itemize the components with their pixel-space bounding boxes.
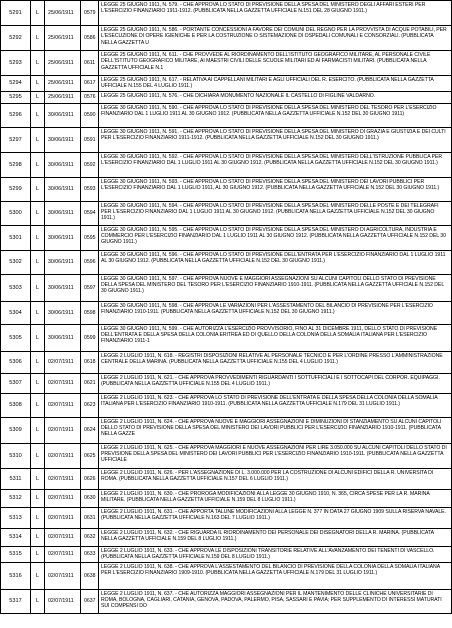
act-date: 30/06/1911 xyxy=(45,177,81,201)
act-number: 0599 xyxy=(81,324,99,351)
act-number: 0618 xyxy=(81,351,99,373)
table-row xyxy=(1,562,452,589)
act-type: L xyxy=(31,562,45,589)
act-description: LEGGE 30 GIUGNO 1911, N. 590. - CHE APPROVA LO STATO DI PREVISIONE DELLA SPESA DEL MINISTERO DEL TESORO PER L'ESERCIZIO FINANZIARIO DAL 1 LUGLIO 1911 AL 30 GIUGNO 1912. (PUBBLICATA NELLA GAZZETTA UFFICIALE N.152 DEL 30 GIUGNO 1911) xyxy=(99,103,452,127)
act-date: 30/06/1911 xyxy=(45,301,81,324)
act-description: LEGGE 30 GIUGNO 1911, N. 591. - CHE APPROVA LO STATO DI PREVISIONE DELLA SPESA DEL MINISTERO DI GRAZIA E GIUSTIZIA E DEI CULTI PER L'ESERCIZIO FINANZIARIO 1911-1912. (PUBBLICATA NELLA GAZZETTA UFFICIALE N.152 DEL 30 GIUGNO 1911.) xyxy=(99,127,452,152)
act-number: 0632 xyxy=(81,528,99,546)
act-description: LEGGE 2 LUGLIO 1911, N. 631. - CHE APPORTA TALUNE MODIFICAZIONI ALLA LEGGE N. 377 IN DATA 27 GIUGNO 1909 SULLA RISERVA NAVALE. (PUBBLICATA NELLA GAZZETTA UFFICIALE N.163 DEL 7 LUGLIO 1911.) xyxy=(99,507,452,528)
act-date: 02/07/1911 xyxy=(45,373,81,393)
record-number: 5299 xyxy=(1,177,31,201)
table-row xyxy=(1,201,452,225)
act-date: 30/06/1911 xyxy=(45,127,81,152)
table-row xyxy=(1,324,452,351)
act-description: LEGGE 2 LUGLIO 1911, N. 638. - CHE APPROVA L'ASSESTAMENTO DEL BILANCIO DI PREVISIONE DELLA COLONIA DELLA SOMALIA ITALIANA PER L'ESERCIZIO FINANZIARIO 1909-1910. (PUBBLICATA NELLA GAZZETTA UFFICIALE N.179 DEL 31 LUGLIO 1911.) xyxy=(99,562,452,589)
act-type: L xyxy=(31,528,45,546)
act-number: 0590 xyxy=(81,103,99,127)
act-date: 25/06/1911 xyxy=(45,76,81,92)
act-type: L xyxy=(31,76,45,92)
act-type: L xyxy=(31,417,45,443)
act-date: 02/07/1911 xyxy=(45,417,81,443)
act-type: L xyxy=(31,443,45,468)
table-row xyxy=(1,51,452,76)
act-description: LEGGE 30 GIUGNO 1911, N. 594. - CHE APPROVA LO STATO DI PREVISIONE DELLA SPESA DEL MINISTERO DELLE POSTE E DEI TELEGRAFI PER L'ESERCIZIO FINANZIARIO DAL 1 LUGLIO 1911 AL 30 GIUGNO 1912. (PUBBLICATA NELLA GAZZETTA UFFICIALE N.152 DEL 30 GIUGNO 1911.) xyxy=(99,201,452,225)
act-type: L xyxy=(31,589,45,613)
table-row xyxy=(1,393,452,417)
act-type: L xyxy=(31,489,45,507)
act-description: LEGGE 25 GIUGNO 1911, N. 611. - CHE PROVVEDE AL RIORDINAMENTO DELL'ISTITUTO GEOGRAFICO MILITARE, AL PERSONALE CIVILE DELL'ISTITUTO GEOGRAFICO MILITARE, AI MAESTRI CIVILI DELLE SCUOLE MILITARI ED AI FARMACISTI MILITARI. (PUBBLICATA NELLA GAZZETTA UFFICIALE N.1 xyxy=(99,51,452,76)
record-number: 5306 xyxy=(1,351,31,373)
table-row xyxy=(1,507,452,528)
table-row xyxy=(1,103,452,127)
record-number: 5302 xyxy=(1,250,31,274)
act-type: L xyxy=(31,225,45,250)
table-row xyxy=(1,443,452,468)
act-date: 30/06/1911 xyxy=(45,201,81,225)
act-type: L xyxy=(31,373,45,393)
record-number: 5303 xyxy=(1,274,31,301)
act-description: LEGGE 2 LUGLIO 1911, N. 624. - CHE APPROVA NUOVE E MAGGIORI ASSEGNAZIONI E DIMINUZIONI DI STANZIAMENTO SU ALCUNI CAPITOLI DELLO STATO DI PREVISIONE DELLA SPESA DEL MINISTERO DEI LAVORI PUBBLICI PER L'ESERCIZIO FINANZIARIO 1910-1911. (PUBBLICATA NELLA GAZZE xyxy=(99,417,452,443)
act-description: LEGGE 2 LUGLIO 1911, N. 621. - CHE APPROVA PROVVEDIMENTI RIGUARDANTI I SOTTUFFICIALI E I SOTTOCAPI DEL CORPOR. EQUIPAGGI. (PUBBLICATA NELLA GAZZETTA UFFICIALE N.155 DEL 4 LUGLIO 1911.) xyxy=(99,373,452,393)
act-description: LEGGE 2 LUGLIO 1911, N. 637. - CHE AUTORIZZA MAGGIORI ASSEGNAZIONI PER IL MANTENIMENTO DELLE CLINICHE UNIVERSITARIE DI ROMA, BOLOGNA, CAGLIARI, CATANIA, GENOVA, PADOVA, PALERMO, PISA, SASSARI E PAVIA; PER SUPPLEMENTO DI INTERESSI MATURATI SUI COMPENSI DO xyxy=(99,589,452,613)
act-date: 25/06/1911 xyxy=(45,51,81,76)
act-number: 0592 xyxy=(81,152,99,177)
act-description: LEGGE 30 GIUGNO 1911, N. 593. - CHE APPROVA LO STATO DI PREVISIONE DELLA SPESA DEL MINISTERO DEI LAVORI PUBBLICI PER L'ESERCIZIO FINANZIARIO DAL 1 LUGLIO 1911, AL 30 GIUGNO 1912. (PUBBLICATA NELLA GAZZETTA UFFICIALE N.152 DEL 30 GIUGNO 1911.) xyxy=(99,177,452,201)
table-row xyxy=(1,152,452,177)
act-description: LEGGE 25 GIUGNO 1911, N. 579. - CHE APPROVA LO STATO DI PREVISIONE DELLA SPESA DEL MINISTERO DEGLI AFFARI ESTERI PER L'ESERCIZIO FINANZIARIO 1911-1912. (PUBBLICATA NELLA GAZZETTA UFFICIALE N.151 DEL 28 GIUGNO 1911.) xyxy=(99,1,452,26)
table-row xyxy=(1,91,452,103)
records-table-body xyxy=(1,1,452,614)
act-date: 30/06/1911 xyxy=(45,152,81,177)
act-date: 30/06/1911 xyxy=(45,324,81,351)
act-number: 0625 xyxy=(81,443,99,468)
table-row xyxy=(1,417,452,443)
act-description: LEGGE 2 LUGLIO 1911, N. 632. - CHE RIGUARDA IL RIORDINAMENTO DEI PERSONALE DEI DISEGNATORI DELLA R. MARINA. (PUBBLICATA NELLA GAZZETTA UFFICIALE N.159 DEL 8 LUGLIO 1911.) xyxy=(99,528,452,546)
act-date: 30/06/1911 xyxy=(45,250,81,274)
act-date: 02/07/1911 xyxy=(45,507,81,528)
act-description: LEGGE 30 GIUGNO 1911, N. 599. - CHE AUTORIZZA L'ESERCIZIO PROVVISORIO, FINO AL 31 DICEMBRE 1911, DELLO STATO DI PREVISIONE DELL'ENTRATA E DELLA SPESA DELLA COLONIA ERITREA ED DI QUELLO DELLA COLONIA DELLA SOMALIA ITALIANA PER L'ESERCIZIO FINANZIARIO 1911-1 xyxy=(99,324,452,351)
act-number: 0621 xyxy=(81,373,99,393)
table-row xyxy=(1,1,452,26)
record-number: 5312 xyxy=(1,489,31,507)
act-description: LEGGE 30 GIUGNO 1911, N. 592. - CHE APPROVA LO STATO DI PREVISIONE DELLA SPESA DEL MINISTERO DELL'ISTRUZIONE PUBBLICA PER L'ESERCIZIO FINANZIARIO DAL 1 LUGLIO 1911 AL 30 GIUGNO 1912. (PUBBLICATA NELLA GAZZETTA UFFICIALE N.152 DEL 30 GIUGNO 1911.) xyxy=(99,152,452,177)
table-row xyxy=(1,546,452,562)
act-type: L xyxy=(31,393,45,417)
table-row xyxy=(1,528,452,546)
act-date: 02/07/1911 xyxy=(45,468,81,489)
record-number: 5292 xyxy=(1,26,31,51)
record-number: 5307 xyxy=(1,373,31,393)
act-date: 25/06/1911 xyxy=(45,91,81,103)
act-type: L xyxy=(31,1,45,26)
act-date: 02/07/1911 xyxy=(45,393,81,417)
act-type: L xyxy=(31,274,45,301)
act-date: 02/07/1911 xyxy=(45,443,81,468)
act-type: L xyxy=(31,351,45,373)
act-type: L xyxy=(31,91,45,103)
act-number: 0617 xyxy=(81,76,99,92)
act-description: LEGGE 30 GIUGNO 1911, N. 595. - CHE APPROVA LO STATO DI PREVISIONE DELLA SPESA DEL MINISTERO DI AGRICOLTURA, INDUSTRIA E COMMERCIO PER L'ESERCIZIO FINANZIARIO DAL 1 LUGLIO 1911 AL 30 GIUGNO 1912. (PUBBLICATA NELLA GAZZETTA UFFICIALE N.152 DEL 30 GIUGNO 1911.) xyxy=(99,225,452,250)
act-type: L xyxy=(31,324,45,351)
act-number: 0598 xyxy=(81,301,99,324)
act-type: L xyxy=(31,26,45,51)
act-date: 02/07/1911 xyxy=(45,589,81,613)
act-date: 30/06/1911 xyxy=(45,274,81,301)
table-row xyxy=(1,225,452,250)
act-description: LEGGE 25 GIUGNO 1911, N. 576. - CHE DICHIARA MONUMENTO NAZIONALE IL CASTELLO DI FIGLINE VALDARNO. xyxy=(99,91,452,103)
record-number: 5316 xyxy=(1,562,31,589)
record-number: 5291 xyxy=(1,1,31,26)
table-row xyxy=(1,26,452,51)
record-number: 5310 xyxy=(1,443,31,468)
table-row xyxy=(1,589,452,613)
table-row xyxy=(1,274,452,301)
act-date: 02/07/1911 xyxy=(45,528,81,546)
act-description: LEGGE 25 GIUGNO 1911, N. 617. - RELATIVA AI CAPPELLANI MILITARI E AGLI UFFICIALI DEL R. ESERCITO. (PUBBLICATA NELLA GAZZETTA UFFICIALE N.155 DEL 4 LUGLIO 1911.) xyxy=(99,76,452,92)
act-number: 0623 xyxy=(81,393,99,417)
act-type: L xyxy=(31,301,45,324)
act-description: LEGGE 30 GIUGNO 1911, N. 596. - CHE APPROVA LO STATO DI PREVISIONE DELL'ENTRATA PER L'ESERCIZIO FINANZIARIO DAL 1 LUGLIO 1911 AL 30 GIUGNO 1912. (PUBBLICATA NELLA GAZZETTA UFFICIALE N.152 DEL 30 GIUGNO 1911.) xyxy=(99,250,452,274)
act-date: 02/07/1911 xyxy=(45,562,81,589)
table-row xyxy=(1,301,452,324)
act-description: LEGGE 2 LUGLIO 1911, N. 623. - CHE APPROVA LO STATO DI PREVISIONE DELL'ENTRATA E DELLA SPESA DELLA COLONIA DELLA SOMALIA ITALIANA PER L'ESERCIZIO FINANZIARIO 1910-1911. (PUBBLICATA NELLA GAZZETTA UFFICIALE N.179 DEL 31 LUGLIO 1911.) xyxy=(99,393,452,417)
act-number: 0638 xyxy=(81,562,99,589)
record-number: 5315 xyxy=(1,546,31,562)
act-number: 0630 xyxy=(81,489,99,507)
record-number: 5314 xyxy=(1,528,31,546)
table-row xyxy=(1,177,452,201)
act-type: L xyxy=(31,468,45,489)
table-row xyxy=(1,76,452,92)
record-number: 5301 xyxy=(1,225,31,250)
record-number: 5317 xyxy=(1,589,31,613)
act-number: 0631 xyxy=(81,507,99,528)
table-row xyxy=(1,127,452,152)
act-number: 0591 xyxy=(81,127,99,152)
record-number: 5297 xyxy=(1,127,31,152)
act-number: 0633 xyxy=(81,546,99,562)
act-date: 30/06/1911 xyxy=(45,103,81,127)
act-description: LEGGE 2 LUGLIO 1911, N. 633. - CHE APPROVA LE DISPOSIZIONI TRANSITORIE RELATIVE ALL'AVANZAMENTO DEI TENENTI DI VASCELLO. (PUBBLICATA NELLA GAZZETTA UFFICIALE N.159 DEL 8 LUGLIO 1911.) xyxy=(99,546,452,562)
act-number: 0637 xyxy=(81,589,99,613)
act-number: 0624 xyxy=(81,417,99,443)
act-type: L xyxy=(31,507,45,528)
act-description: LEGGE 2 LUGLIO 1911, N. 626. - PER L'ASSEGNAZIONE DI L. 3.000.000 PER LA COSTRUZIONE DI ALCUNI EDIFICI DELLA R. UNIVERSITA DI ROMA. (PUBBLICATA NELLA GAZZETTA UFFICIALE N.157 DEL 6 LUGLIO 1911.) xyxy=(99,468,452,489)
act-date: 02/07/1911 xyxy=(45,546,81,562)
act-number: 0586 xyxy=(81,26,99,51)
act-type: L xyxy=(31,201,45,225)
act-description: LEGGE 2 LUGLIO 1911, N. 625. - CHE APPROVA MAGGIORI E NUOVE ASSEGNAZIONI PER LIRE 3.050.000 SU ALCUNI CAPITOLI DELLO STATO DI PREVISIONE DELLA SPESA DEL MINISTERO DEI LAVORI PUBBLICI PER L'ESERCIZIO FINANZIARIO 1910-1911. (PUBBLICATA NELLA GAZZETTA UFFICIALE xyxy=(99,443,452,468)
record-number: 5304 xyxy=(1,301,31,324)
record-number: 5298 xyxy=(1,152,31,177)
act-type: L xyxy=(31,546,45,562)
act-date: 30/06/1911 xyxy=(45,225,81,250)
act-number: 0596 xyxy=(81,250,99,274)
act-description: LEGGE 25 GIUGNO 1911, N. 586. - PORTANTE CONCESSIONI A FAVORE DEI COMUNI DEL REGNO PER LA PROVVISTA DI ACQUE POTABILI, PER L'ESECUZIONE DI OPERE IGIENICHE E PER LA COSTRUZIONE O SISTEMAZIONE DI OSPEDALI COMUNALI E CONSORZIALI. (PUBBLICATA NELLA GAZZETTA U xyxy=(99,26,452,51)
act-number: 0594 xyxy=(81,201,99,225)
act-number: 0626 xyxy=(81,468,99,489)
act-date: 25/06/1911 xyxy=(45,26,81,51)
act-date: 02/07/1911 xyxy=(45,489,81,507)
record-number: 5309 xyxy=(1,417,31,443)
record-number: 5294 xyxy=(1,76,31,92)
act-type: L xyxy=(31,127,45,152)
act-number: 0595 xyxy=(81,225,99,250)
table-row xyxy=(1,489,452,507)
act-number: 0593 xyxy=(81,177,99,201)
act-type: L xyxy=(31,51,45,76)
record-number: 5296 xyxy=(1,103,31,127)
act-description: LEGGE 2 LUGLIO 1911, N. 630. - CHE PROROGA MODIFICAZIONI ALLA LEGGE 30 GIUGNO 1910, N. 365, CIRCA SPESE PER LA R. MARINA MILITARE. (PUBBLICATA NELLA GAZZETTA UFFICIALE N.159 DEL 8 LUGLIO 1911.) xyxy=(99,489,452,507)
act-date: 25/06/1911 xyxy=(45,1,81,26)
act-number: 0576 xyxy=(81,91,99,103)
record-number: 5311 xyxy=(1,468,31,489)
record-number: 5313 xyxy=(1,507,31,528)
record-number: 5293 xyxy=(1,51,31,76)
act-description: LEGGE 30 GIUGNO 1911, N. 598. - CHE APPROVA LE VARIAZIONI PER L'ASSESTAMENTO DEL BILANCIO DI PREVISIONE PER L'ESERCIZIO FINANZIARIO 1910-1911. (PUBBLICATA NELLA GAZZETTA UFFICIALE N.152 DEL 30 GIUGNO 1911.) xyxy=(99,301,452,324)
act-type: L xyxy=(31,177,45,201)
record-number: 5295 xyxy=(1,91,31,103)
record-number: 5305 xyxy=(1,324,31,351)
act-type: L xyxy=(31,152,45,177)
act-date: 02/07/1911 xyxy=(45,351,81,373)
act-number: 0611 xyxy=(81,51,99,76)
act-type: L xyxy=(31,250,45,274)
table-row xyxy=(1,351,452,373)
act-type: L xyxy=(31,103,45,127)
table-row xyxy=(1,250,452,274)
act-description: LEGGE 2 LUGLIO 1911, N. 618. - REGISTRI DISPOSIZIONI RELATIVE AL PERSONALE TECNICO E PER L'ORDINE PRESSO L'AMMINISTRAZIONE CENTRALE DELLA MARINA. (PUBBLICATA NELLA GAZZETTA UFFICIALE N.155 DEL 4 LUGLIO 1911.) xyxy=(99,351,452,373)
act-number: 0597 xyxy=(81,274,99,301)
table-row xyxy=(1,373,452,393)
record-number: 5308 xyxy=(1,393,31,417)
act-description: LEGGE 30 GIUGNO 1911, N. 597. - CHE APPROVA NUOVE E MAGGIORI ASSEGNAZIONI SU ALCUNI CAPITOLI DELLO STATO DI PREVISIONE DELLA SPESA DEL MINISTERO DEL TESORO PER L'ESERCIZIO FINANZIARIO 1910-1911. (PUBBLICATA NELLA GAZZETTA UFFICIALE N.152 DEL 30 GIUGNO 1911.) xyxy=(99,274,452,301)
act-number: 0579 xyxy=(81,1,99,26)
table-row xyxy=(1,468,452,489)
record-number: 5300 xyxy=(1,201,31,225)
